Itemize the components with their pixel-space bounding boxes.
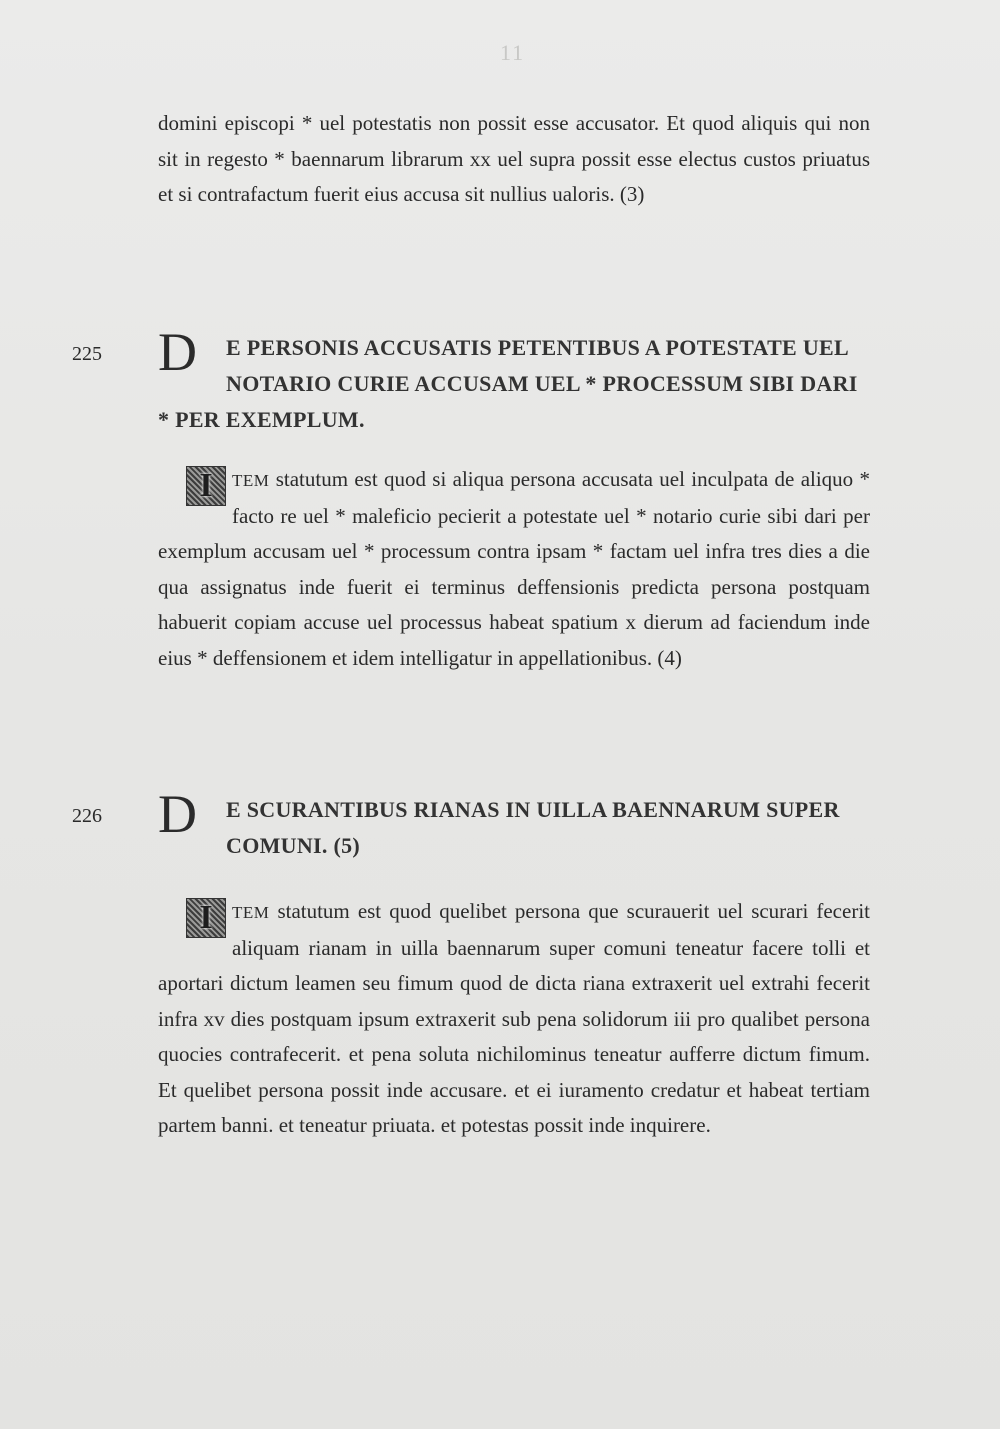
- top-line-3: electus custos priuatus et si contrafactum fuerit eius accusa sit nullius: [158, 146, 871, 206]
- body-text: statutum est quod si aliqua persona accusata uel inculpata de aliquo * facto re uel * maleficio pecierit a potestate uel * notario curie sibi dari per exemplum accusam uel * processum contra ipsam * factam uel infra tres dies a die qua assignatus inde fuerit ei terminus deffensionis predicta persona postquam habuerit copiam accuse uel processus habeat spatium x dierum ad faciendum inde eius * deffensionem et idem intelligatur in appellationibus. (4): [158, 467, 870, 670]
- section-body-225: [158, 462, 870, 676]
- section-heading-226: [158, 784, 870, 864]
- section-number-226: 226: [72, 805, 102, 827]
- decorated-initial-letter: I: [199, 899, 213, 936]
- heading-initial: D: [158, 784, 197, 844]
- body-text: statutum est quod quelibet persona que scurauerit uel scurari fecerit aliquam rianam in uilla baennarum super comuni teneatur facere tolli et aportari dictum leamen seu fimum quod de dicta riana extraxerit uel extrahi fecerit infra xv dies postquam ipsum extraxerit sub pena solidorum iii pro qualibet persona quocies contrafecerit. et pena soluta nichilominus teneatur aufferre dictum fimum. Et quelibet persona possit inde accusare. et ei iuramento credatur et habeat tertiam partem banni. et teneatur priuata. et potestas possit inde inquirere.: [158, 899, 870, 1137]
- decorated-initial-ornament: [186, 466, 226, 506]
- body-lead-word: TEM: [232, 471, 270, 490]
- running-head: 11: [500, 40, 526, 65]
- heading-initial: D: [158, 322, 197, 382]
- section-heading-225: [158, 322, 870, 438]
- decorated-initial-letter: I: [199, 467, 213, 504]
- section-body-text: [158, 462, 870, 676]
- top-line-2: qui non sit in regesto * baennarum librarum xx uel supra possit esse: [158, 111, 871, 171]
- section-body-226: [158, 894, 870, 1144]
- heading-title: E PERSONIS ACCUSATIS PETENTIBUS A POTESTATE UEL NOTARIO CURIE ACCUSAM UEL * PROCESSUM SIBI DARI * PER EXEMPLUM.: [158, 335, 858, 432]
- top-paragraph-text: [158, 106, 870, 213]
- top-paragraph: [158, 106, 870, 213]
- body-lead-word: TEM: [232, 903, 270, 922]
- top-line-1: domini episcopi * uel potestatis non possit esse accusator. Et quod aliquis: [158, 111, 805, 135]
- section-body-text: [158, 894, 870, 1144]
- top-line-4: ualoris. (3): [552, 182, 645, 206]
- section-number-225: 225: [72, 343, 102, 365]
- decorated-initial-ornament: [186, 898, 226, 938]
- heading-title: E SCURANTIBUS RIANAS IN UILLA BAENNARUM SUPER COMUNI. (5): [226, 797, 840, 858]
